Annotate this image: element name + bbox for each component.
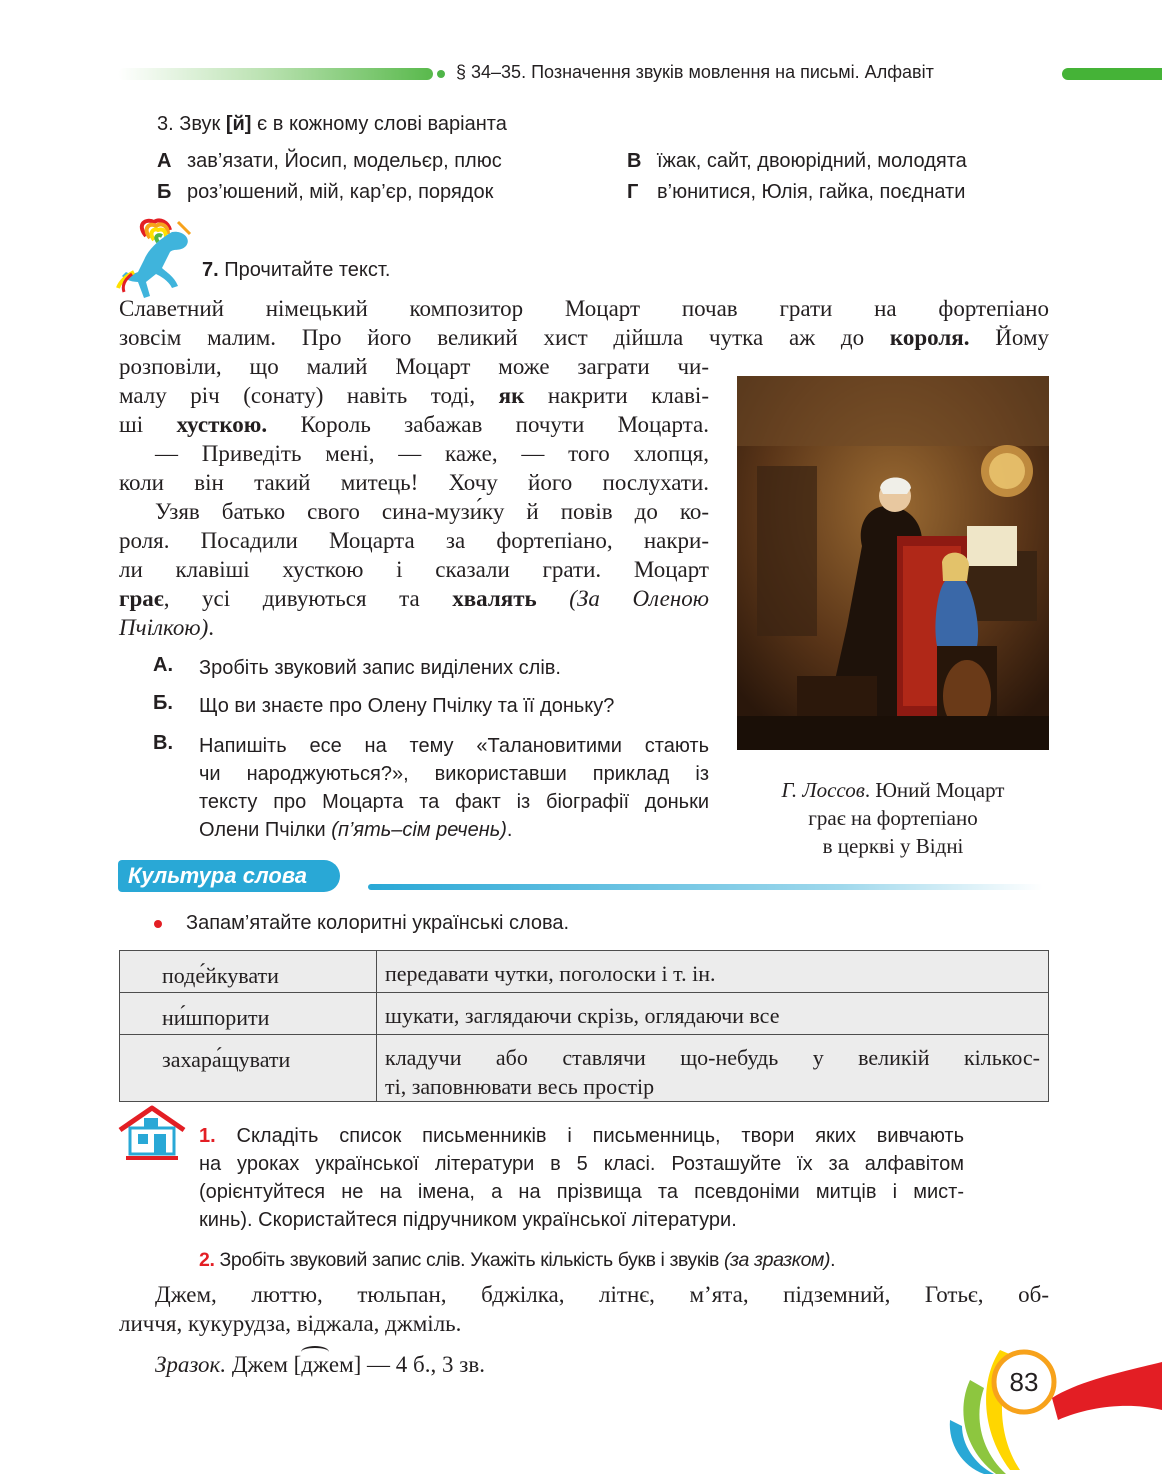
subtask-b-text: Що ви знаєте про Олену Пчілку та її доньку? [199,695,615,717]
homework-number: 2. [199,1249,215,1271]
words-list [119,1280,1049,1338]
subtask-letter: В. [153,732,173,754]
words-line: личчя, кукурудза, віджала, джміль. [119,1311,462,1336]
unicorn-icon [116,216,200,302]
table-row [120,993,1049,1035]
option-text: зав’язати, Йосип, модельєр, плюс [187,150,502,172]
highlighted-word: хвалять [452,586,537,611]
story-line [119,381,709,410]
option-text: в’юнитися, Юлія, гайка, поєднати [657,181,966,203]
story-line: коли він такий митець! Хочу його послухати. [119,470,709,495]
transcription [301,1350,329,1379]
sample-fragment: ] — 4 б., 3 зв. [353,1352,485,1377]
story-line: ли клавіші хусткою і сказали грати. Моцарт [119,557,709,582]
story-line [119,323,1049,352]
story-fragment: , усі дивуються та [163,586,453,611]
words-line: Джем, люттю, тюльпан, бджілка, літнє, м’ята, підземний, Готьє, об- [155,1282,1049,1307]
caption-line: грає на фортепіано [808,806,978,830]
highlighted-word: грає [119,586,164,611]
story-fragment: зовсім малим. Про його великий хист дійшла чутка аж до [119,325,890,350]
section-title-tab: Культура слова [118,860,340,892]
homework-task-1 [199,1122,964,1234]
vocab-definition: шукати, заглядаючи скрізь, оглядаючи все [377,993,1049,1035]
subtask-letter: А. [153,654,173,676]
homework-line [199,1122,964,1150]
header-bullet [437,70,445,78]
story-line [119,613,709,642]
header-bar-right [1062,68,1162,80]
homework-fragment: Зробіть звуковий запис слів. Укажіть кількість букв і звуків [219,1249,719,1271]
q3-option-d [627,177,965,207]
subtask-c-text [199,732,709,844]
homework-line: на уроках української літератури в 5 класі. Розташуйте їх за алфавітом [199,1153,964,1175]
task-number: 7. [202,259,219,281]
homework-line: (орієнтуйтеся не на імена, а на прізвища та псевдоніми митців і мист- [199,1181,964,1203]
vocab-word: поде́йкувати [120,951,377,993]
story-line: роля. Посадили Моцарта за фортепіано, накри- [119,528,709,553]
definition-line: кладучи або ставлячи що-небудь у великій кількос- [385,1045,1040,1070]
subtask-line: тексту про Моцарта та факт із біографії доньки [199,791,709,813]
homework-fragment: Складіть список письменників і письменниць, твори яких вивчають [236,1125,964,1147]
painting-caption [737,776,1049,860]
subtask-line: чи народжуються?», використавши приклад із [199,763,709,785]
vocabulary-table [119,950,1049,1102]
caption-author: Г. Лоссов [781,778,865,802]
sample-label: Зразок. [155,1352,227,1377]
subtask-fragment: Олени Пчілки [199,819,326,841]
header-bar-left [118,68,433,80]
highlighted-word: короля. [889,325,970,350]
option-text: роз’юшений, мій, кар’єр, порядок [187,181,494,203]
homework-fragment: . [830,1249,836,1271]
source-attribution: (За Оленою [536,586,709,611]
highlighted-sound: [й] [225,113,252,135]
page-number-decoration [940,1340,1162,1474]
option-letter: Б [157,181,172,203]
story-fragment: малу річ (сонату) навіть тоді, [119,383,499,408]
subtask-a-text: Зробіть звуковий запис виділених слів. [199,657,561,679]
q3-option-c [627,146,967,176]
task7-heading [202,256,390,284]
table-row [120,1035,1049,1102]
story-fragment: Король забажав почути Моцарта. [267,412,709,437]
subtask-line [199,816,709,844]
ligature-arc [301,1346,329,1358]
caption-line [737,776,1049,804]
story-line: Славетний німецький композитор Моцарт почав грати на фортепіано [119,296,1049,321]
highlighted-word: як [498,383,525,408]
story-fragment: Йому [969,325,1050,350]
section-divider [368,884,1043,890]
story-line: — Приведіть мені, — каже, — того хлопця, [155,441,709,466]
option-letter: А [157,150,172,172]
subtask-line: Напишіть есе на тему «Талановитими стають [199,735,709,757]
story-fragment: ші [119,412,177,437]
option-letter: В [627,150,642,172]
subtask-note: (п’ять–сім речень) [331,819,507,841]
source-attribution: Пчілкою) [119,615,209,640]
caption-text: . Юний Моцарт [864,778,1005,802]
sample-line [155,1350,485,1379]
homework-note: (за зразком) [723,1249,831,1271]
q3-question-text: 3. Звук [й] є в кожному слові варіанта [157,113,507,135]
transcription-digraph: дж [301,1352,329,1377]
subtask-letter: Б. [153,692,173,714]
page-number: 83 [1009,1367,1039,1397]
caption-line: в церкві у Відні [822,834,964,858]
story-text-wide [119,294,1049,352]
story-text-narrow [119,352,709,642]
q3-option-a [157,146,502,176]
homework-line: кинь). Скористайтеся підручником української літератури. [199,1209,737,1231]
homework-task-2 [199,1246,835,1274]
bullet-icon [154,920,162,928]
q3-option-b [157,177,493,207]
story-fragment: . [208,615,215,640]
option-text: їжак, сайт, двоюрідний, молодята [657,150,967,172]
sample-fragment: Джем [ [226,1352,302,1377]
page-header-title: § 34–35. Позначення звуків мовлення на письмі. Алфавіт [456,62,934,82]
story-line [119,410,709,439]
vocab-word: ни́шпорити [120,993,377,1035]
mozart-painting-image [737,376,1049,750]
task-instruction: Прочитайте текст. [224,259,391,281]
q3-question [157,109,507,139]
subtask-fragment: . [506,819,513,841]
story-line: розповіли, що малий Моцарт може заграти чи- [119,354,709,379]
option-letter: Г [627,181,639,203]
story-fragment: накрити клаві- [524,383,709,408]
house-icon [116,1104,188,1160]
story-line [119,584,709,613]
vocab-definition: передавати чутки, поголоски і т. ін. [377,951,1049,993]
table-row [120,951,1049,993]
vocab-definition [377,1035,1049,1102]
vocab-word: захара́щувати [120,1035,377,1102]
highlighted-word: хусткою. [176,412,268,437]
definition-line: ті, заповнювати весь простір [385,1074,655,1099]
story-line: Узяв батько свого сина-музи́ку й повів до ко- [155,499,709,524]
transcription-rest: ем [328,1352,354,1377]
culture-bullet-text: Запам’ятайте колоритні українські слова. [186,912,570,934]
homework-number: 1. [199,1125,216,1147]
